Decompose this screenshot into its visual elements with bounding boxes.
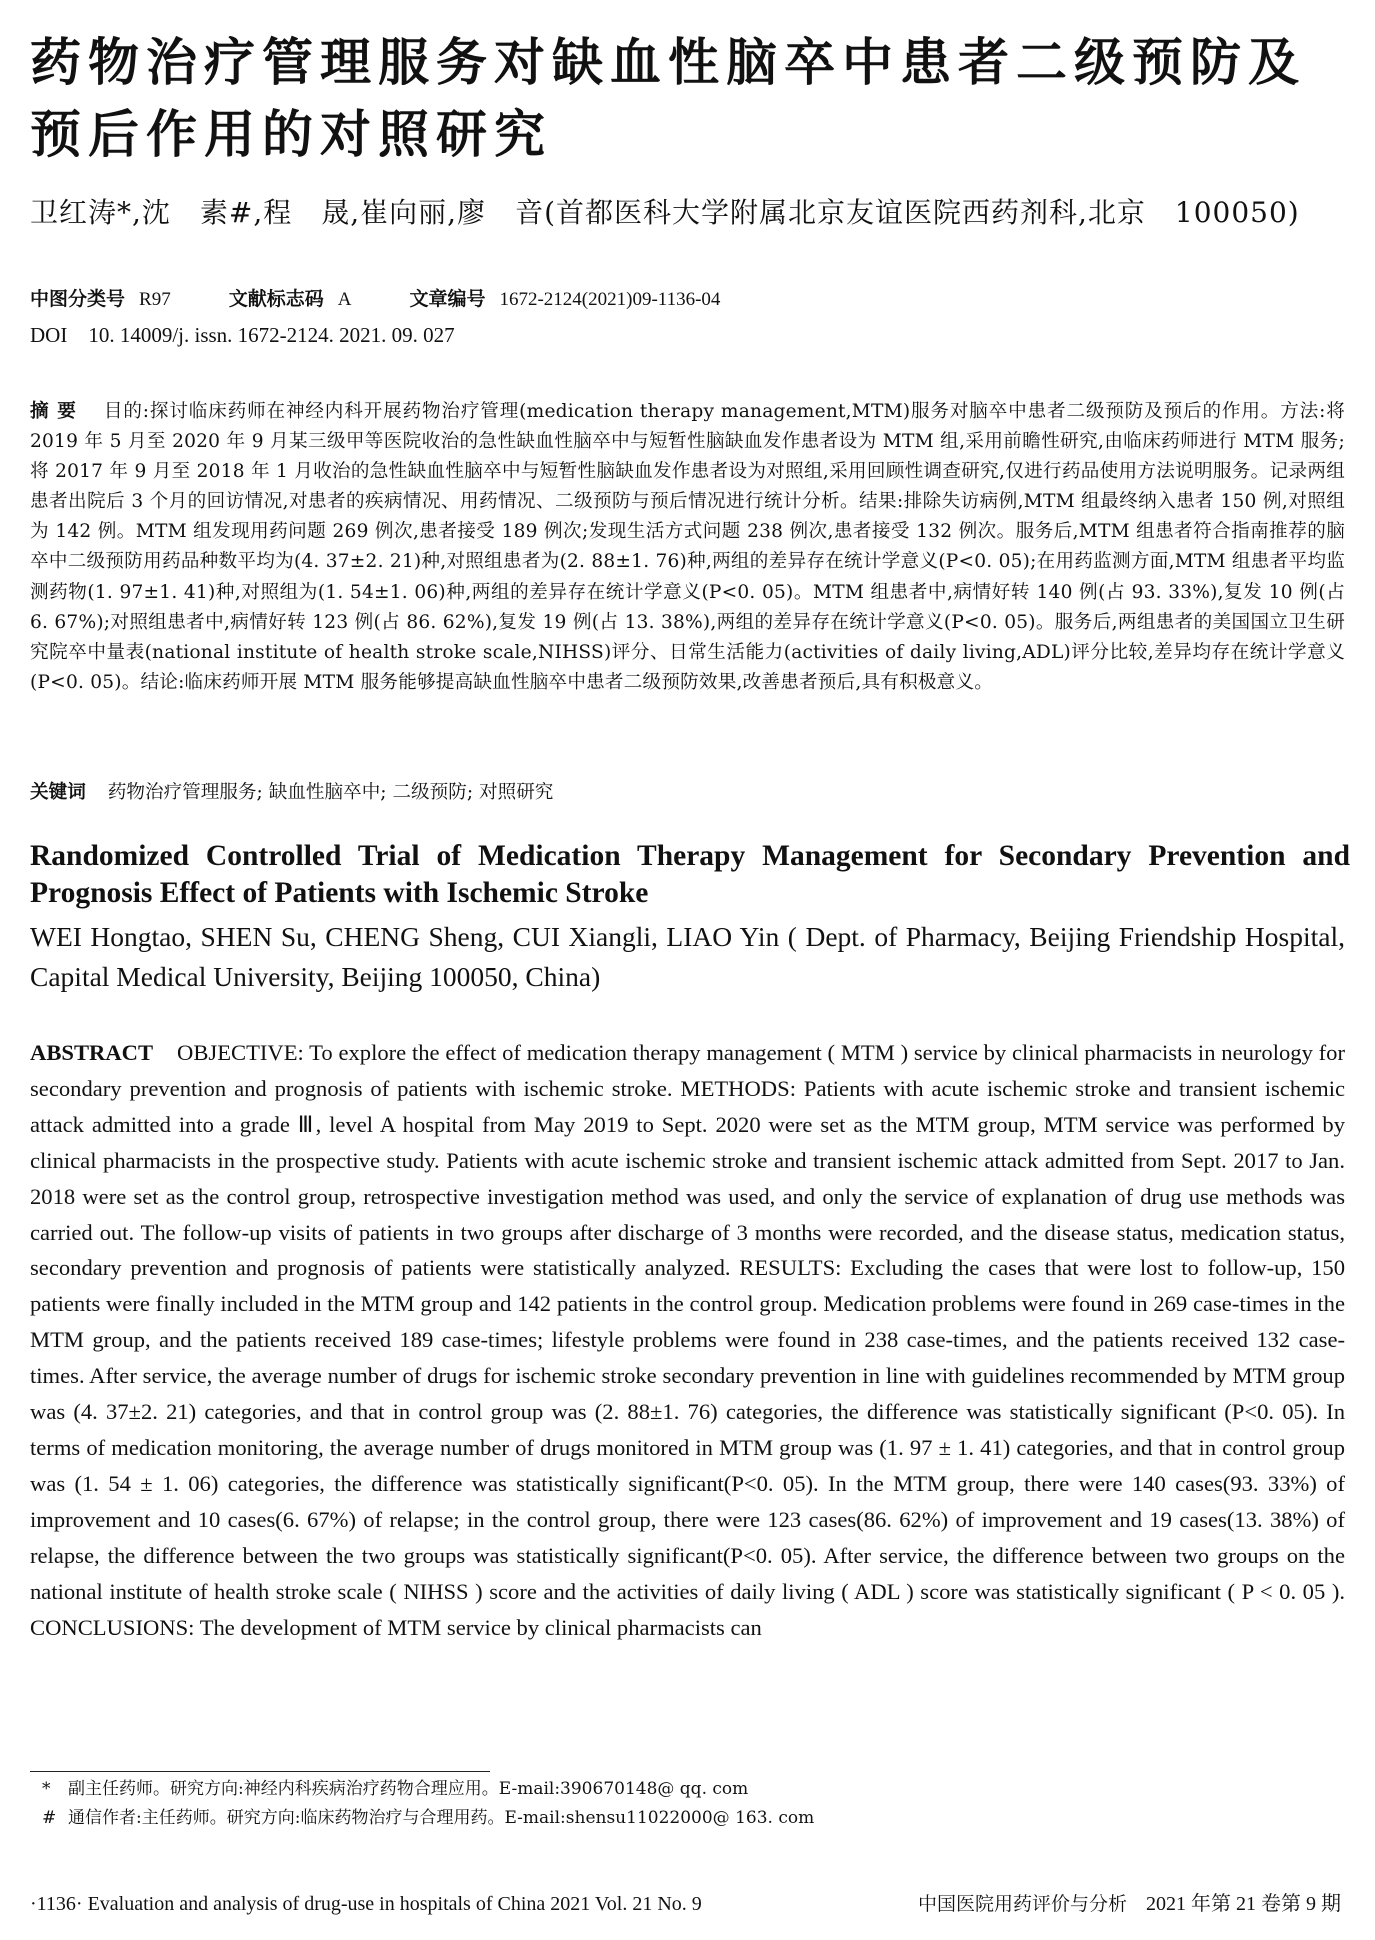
footnote-mark: * (42, 1779, 51, 1799)
chinese-authors: 卫红涛*,沈 素#,程 晟,崔向丽,廖 音(首都医科大学附属北京友谊医院西药剂科,北京 100050) (30, 196, 1300, 229)
page-footer-left: ·1136· Evaluation and analysis of drug-use in hospitals of China 2021 Vol. 21 No. 9 (30, 1893, 702, 1915)
journal-issue-cn: 2021 年第 21 卷第 9 期 (1146, 1893, 1341, 1915)
english-authors: WEI Hongtao, SHEN Su, CHENG Sheng, CUI Xiangli, LIAO Yin ( Dept. of Pharmacy, Beijing Friendship Hospital, Capital Medical University, Beijing 100050, China) (30, 921, 1345, 992)
article-number-label: 文章编号 (409, 288, 486, 310)
journal-name-cn: 中国医院用药评价与分析 (917, 1893, 1127, 1915)
chinese-keywords (30, 778, 1345, 808)
footnote-text: 通信作者:主任药师。研究方向:临床药物治疗与合理用药。E-mail:shensu11022000@ 163. com (68, 1808, 815, 1828)
footnote-item (42, 1775, 1338, 1804)
doi: DOI 10. 14009/j. issn. 1672-2124. 2021. 09. 027 (30, 323, 455, 347)
english-abstract-text: OBJECTIVE: To explore the effect of medication therapy management ( MTM ) service by clinical pharmacists in neurology for secondary prevention and prognosis of patients with ischemic stroke. METHODS: Patients with acute ischemic stroke and transient ischemic attack admitted into a grade Ⅲ, level A hospital from May 2019 to Sept. 2020 were set as the MTM group, MTM service was performed by clinical pharmacists in the prospective study. Patients with acute ischemic stroke and transient ischemic attack admitted from Sept. 2017 to Jan. 2018 were set as the control group, retrospective investigation method was used, and only the service of explanation of drug use methods was carried out. The follow-up visits of patients in two groups after discharge of 3 months were recorded, and the disease status, medication status, secondary prevention and prognosis of patients were statistically analyzed. RESULTS: Excluding the cases that were lost to follow-up, 150 patients were finally included in the MTM group and 142 patients in the control group. Medication problems were found in 269 case-times in the MTM group, and the patients received 189 case-times; lifestyle problems were found in 238 case-times, and the patients received 132 case-times. After service, the average number of drugs for ischemic stroke secondary prevention in line with guidelines recommended by MTM group was (4. 37±2. 21) categories, and that in control group was (2. 88±1. 76) categories, the difference was statistically significant (P<0. 05). In terms of medication monitoring, the average number of drugs monitored in MTM group was (1. 97 ± 1. 41) categories, and that in control group was (1. 54 ± 1. 06) categories, the difference was statistically significant(P<0. 05). In the MTM group, there were 140 cases(93. 33%) of improvement and 10 cases(6. 67%) of relapse; in the control group, there were 123 cases(86. 62%) of improvement and 19 cases(13. 38%) of relapse, the difference between the two groups was statistically significant(P<0. 05). After service, the difference between two groups on the national institute of health stroke scale ( NIHSS ) score and the activities of daily living ( ADL ) score was statistically significant ( P < 0. 05 ). CONCLUSIONS: The development of MTM service by clinical pharmacists can (30, 1040, 1345, 1640)
english-title: Randomized Controlled Trial of Medication Therapy Management for Secondary Prevention and Prognosis Effect of Patients with Ischemic Stroke (30, 840, 1350, 909)
classification-row (30, 287, 1350, 312)
chinese-abstract-label: 摘要 (30, 401, 85, 422)
doc-code-label: 文献标志码 (228, 288, 324, 310)
footnote-mark: # (42, 1808, 57, 1828)
chinese-abstract-text: 目的:探讨临床药师在神经内科开展药物治疗管理(medication therapy management,MTM)服务对脑卒中患者二级预防及预后的作用。方法:将 2019 年 5 月至 2020 年 9 月某三级甲等医院收治的急性缺血性脑卒中与短暂性脑缺血发作患者设为 MTM 组,采用前瞻性研究,由临床药师进行 MTM 服务;将 2017 年 9 月至 2018 年 1 月收治的急性缺血性脑卒中与短暂性脑缺血发作患者设为对照组,采用回顾性调查研究,仅进行药品使用方法说明服务。记录两组患者出院后 3 个月的回访情况,对患者的疾病情况、用药情况、二级预防与预后情况进行统计分析。结果:排除失访病例,MTM 组最终纳入患者 150 例,对照组为 142 例。MTM 组发现用药问题 269 例次,患者接受 189 例次;发现生活方式问题 238 例次,患者接受 132 例次。服务后,MTM 组患者符合指南推荐的脑卒中二级预防用药品种数平均为(4. 37±2. 21)种,对照组患者为(2. 88±1. 76)种,两组的差异存在统计学意义(P<0. 05);在用药监测方面,MTM 组患者平均监测药物(1. 97±1. 41)种,对照组为(1. 54±1. 06)种,两组的差异存在统计学意义(P<0. 05)。MTM 组患者中,病情好转 140 例(占 93. 33%),复发 10 例(占 6. 67%);对照组患者中,病情好转 123 例(占 86. 62%),复发 19 例(占 13. 38%),两组的差异存在统计学意义(P<0. 05)。服务后,两组患者的美国国立卫生研究院卒中量表(national institute of health stroke scale,NIHSS)评分、日常生活能力(activities of daily living,ADL)评分比较,差异均存在统计学意义(P<0. 05)。结论:临床药师开展 MTM 服务能够提高缺血性脑卒中患者二级预防效果,改善患者预后,具有积极意义。 (30, 401, 1345, 693)
footnotes (42, 1775, 1338, 1833)
footnote-item (42, 1804, 1338, 1833)
english-abstract (30, 1035, 1345, 1645)
chinese-abstract (30, 397, 1345, 698)
footnote-rule (30, 1771, 490, 1772)
chinese-title: 药物治疗管理服务对缺血性脑卒中患者二级预防及预后作用的对照研究 (30, 34, 1307, 165)
clc-value: R97 (139, 289, 171, 310)
chinese-keywords-text: 药物治疗管理服务; 缺血性脑卒中; 二级预防; 对照研究 (107, 782, 554, 803)
footnote-text: 副主任药师。研究方向:神经内科疾病治疗药物合理应用。E-mail:390670148@ qq. com (68, 1779, 749, 1799)
article-number-value: 1672-2124(2021)09-1136-04 (499, 289, 721, 310)
page-footer-right (918, 1891, 1341, 1917)
clc-label: 中图分类号 (30, 288, 126, 310)
doc-code-value: A (337, 289, 352, 310)
chinese-keywords-label: 关键词 (30, 782, 86, 803)
english-abstract-label: ABSTRACT (30, 1040, 154, 1065)
